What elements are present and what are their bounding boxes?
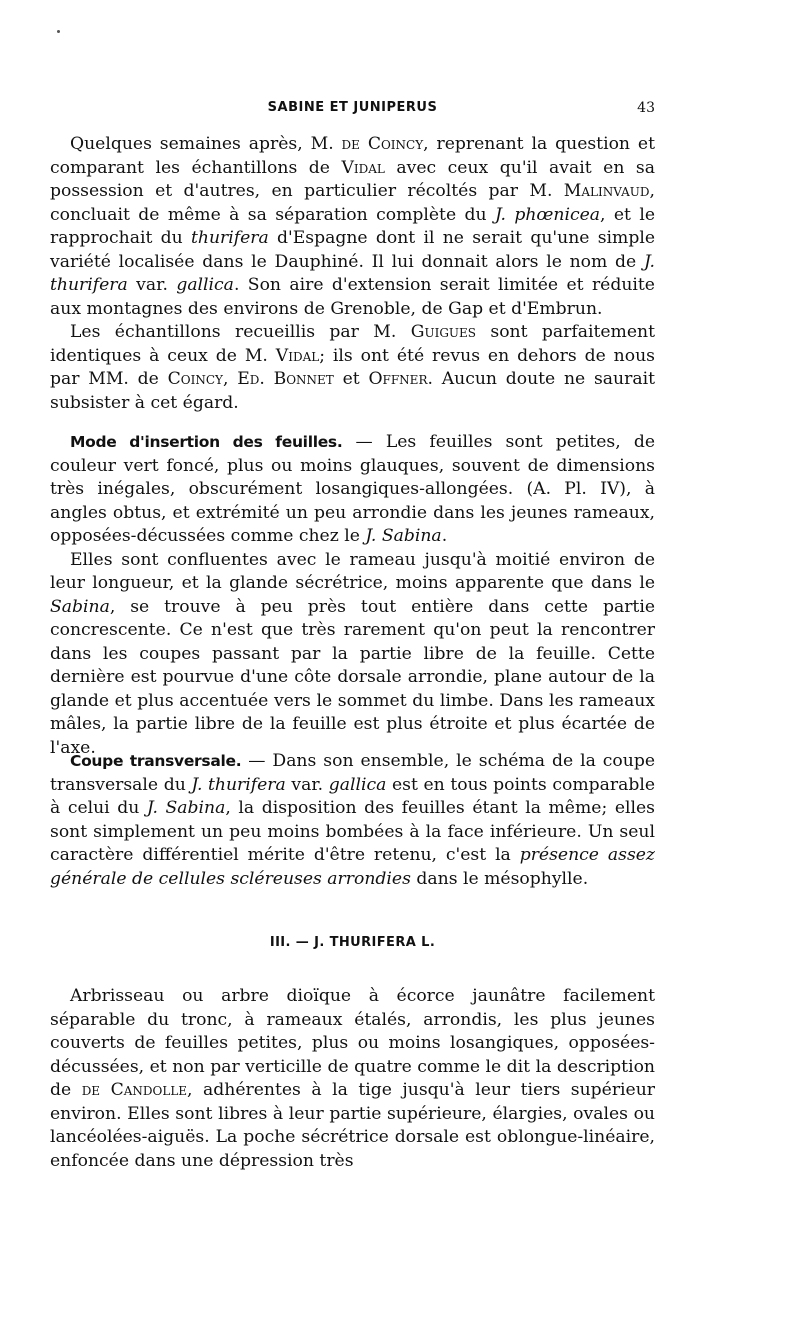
running-title: SABINE ET JUNIPERUS: [267, 100, 438, 115]
paragraph-confluentes: Elles sont confluentes avec le rameau jusqu'à moitié environ de leur longueur, et la glande sécrétrice, moins apparente que dans le Sabina, se trouve à peu près tout entière dans cette partie concrescente. Ce n'est que très rarement qu'on peut la rencontrer dans les coupes passant par la partie libre de la feuille. Cette dernière est pourvue d'une côte dorsale arrondie, plane autour de la glande et plus accentuée vers le sommet du limbe. Dans les rameaux mâles, la partie libre de la feuille est plus étroite et plus écartée de l'axe.: [50, 549, 655, 758]
paragraph-lead-heading: Coupe transversale.: [70, 752, 242, 770]
section-heading: III. — J. THURIFERA L.: [269, 935, 436, 950]
body-text-coupe: [50, 750, 655, 891]
page-number: 43: [637, 100, 655, 116]
running-header: [50, 100, 655, 122]
paragraph-mode-insertion: Mode d'insertion des feuilles. — Les feuilles sont petites, de couleur vert foncé, plus ou moins glauques, souvent de dimensions très inégales, obscurément losangiques-allongées. (A. Pl. IV), à angles obtus, et extrémité un peu arrondie dans les jeunes rameaux, opposées-décussées comme chez le J. Sabina.: [50, 432, 655, 546]
paragraph-lead-heading: Mode d'insertion des feuilles.: [70, 433, 343, 451]
body-text-thurifera: [50, 985, 655, 1173]
paragraph-arbrisseau: Arbrisseau ou arbre dioïque à écorce jaunâtre facilement séparable du tronc, à rameaux étalés, arrondis, les plus jeunes couverts de feuilles petites, plus ou moins losangiques, opposées-décussées, et non par verticille de quatre comme le dit la description de de Candolle, adhérentes à la tige jusqu'à leur tiers supérieur environ. Elles sont libres à leur partie supérieure, élargies, ovales ou lancéolées-aiguës. La poche sécrétrice dorsale est oblongue-linéaire, enfoncée dans une dépression très: [50, 986, 655, 1171]
paragraph-guigues: Les échantillons recueillis par M. Guigues sont parfaitement identiques à ceux de M. Vidal; ils ont été revus en dehors de nous par MM. de Coincy, Ed. Bonnet et Offner. Aucun doute ne saurait subsister à cet égard.: [50, 322, 656, 413]
body-text-insertion: [50, 431, 655, 760]
paragraph-coincy: Quelques semaines après, M. de Coincy, reprenant la question et comparant les échantillons de Vidal avec ceux qu'il avait en sa possession et d'autres, en particulier récoltés par M. Malinvaud, concluait de même à sa séparation complète du J. phœnicea, et le rapprochait du thurifera d'Espagne dont il ne serait qu'une simple variété localisée dans le Dauphiné. Il lui donnait alors le nom de J. thurifera var. gallica. Son aire d'extension serait limitée et réduite aux montagnes des environs de Grenoble, de Gap et d'Embrun.: [50, 134, 655, 319]
scan-speck: [57, 30, 60, 33]
paragraph-coupe-transversale: Coupe transversale. — Dans son ensemble, le schéma de la coupe transversale du J. thurifera var. gallica est en tous points comparable à celui du J. Sabina, la disposition des feuilles étant la même; elles sont simplement un peu moins bombées à la face inférieure. Un seul caractère différentiel mérite d'être retenu, c'est la présence assez générale de cellules scléreuses arrondies dans le mésophylle.: [50, 751, 655, 889]
body-text-top: [50, 133, 655, 415]
